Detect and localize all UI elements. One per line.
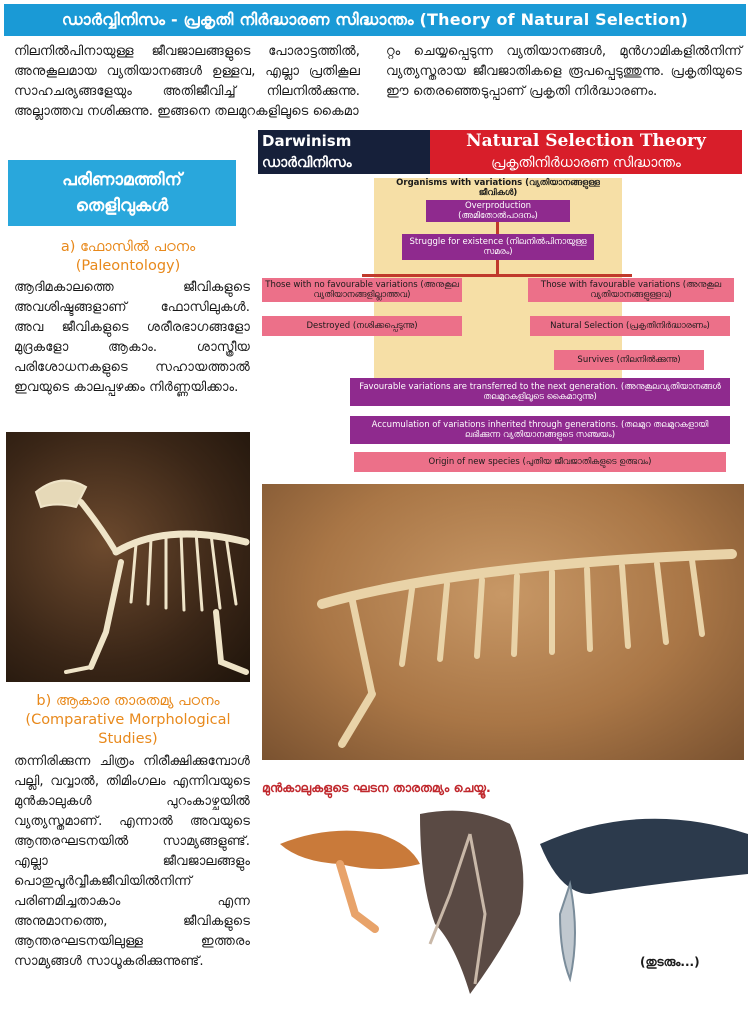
node-destroyed: Destroyed (നശിക്കപ്പെടുന്നു)	[262, 316, 462, 336]
forelimbs-graphic	[270, 804, 748, 1004]
node-struggle: Struggle for existence (നിലനിൽപിനായുള്ള സമരം)	[402, 234, 594, 260]
page-title-banner	[4, 4, 746, 36]
section-a-paragraph: ആദിമകാലത്തെ ജീവികളുടെ അവശിഷ്ടങ്ങളാണ് ഫോസിലുകൾ. അവ ജീവികളുടെ ശരീരഭാഗങ്ങളോ മുദ്രകളോ ആകാം. ശാസ്ത്രീയ പരിശോധനകളുടെ സഹായത്താൽ ഇവയുടെ കാലപ്പഴക്കം നിർണ്ണയിക്കാം.	[14, 280, 250, 395]
connector-1	[496, 222, 499, 234]
darwinism-english: Darwinism	[262, 132, 352, 150]
limbs-caption: മുൻകാലുകളുടെ ഘടന താരതമ്യം ചെയ്യൂ.	[262, 780, 491, 795]
evidence-heading-line1: പരിണാമത്തിന്	[62, 170, 182, 190]
section-a-heading	[8, 238, 248, 276]
dinosaur-fossil-image	[6, 432, 250, 682]
section-a-title: a) ഫോസിൽ പഠനം	[60, 239, 196, 255]
evidence-heading-line2: തെളിവുകൾ	[75, 196, 169, 216]
dinosaur-skeleton-graphic	[6, 432, 250, 682]
node-accumulation: Accumulation of variations inherited through generations. (തലമുറ തലമുറകളായി ലഭിക്കുന്ന വ്യതിയാനങ്ങളുടെ സഞ്ചയം)	[350, 416, 730, 444]
node-organisms: Organisms with variations (വ്യതിയാനങ്ങളുള്ള ജീവികൾ)	[396, 178, 600, 198]
section-b-subtitle: (Comparative Morphological Studies)	[25, 712, 231, 747]
node-no-favourable: Those with no favourable variations (അനുകൂല വ്യതിയാനങ്ങളില്ലാത്തവ)	[262, 278, 462, 302]
continued-note: (തുടരും...)	[640, 955, 700, 969]
node-overproduction: Overproduction (അമിതോൽപാദനം)	[426, 200, 570, 222]
flowchart-banner	[258, 130, 742, 174]
page-title: ഡാർവ്വിനിസം - പ്രകൃതി നിർദ്ധാരണ സിദ്ധാന്തം (Theory of Natural Selection)	[61, 10, 689, 29]
intro-left-text: നിലനിൽപിനായുള്ള ജീവജാലങ്ങളുടെ പോരാട്ടത്തിൽ, അനുകൂലമായ വ്യതിയാനങ്ങൾ ഉള്ളവ, എല്ലാ പ്രതികൂല സാഹചര്യങ്ങളേയും അതിജീവിച്ച് നിലനിൽക്കുന്നു. അല്ലാത്തവ നശിക്കുന്നു. ഇങ്ങനെ തലമുറകളിലൂടെ കൈമാ	[14, 44, 360, 119]
node-origin-species: Origin of new species (പുതിയ ജീവജാതികളുടെ ഉത്ഭവം)	[354, 452, 726, 472]
section-b-title: b) ആകാര താരതമ്യ പഠനം	[36, 693, 220, 709]
darwinism-malayalam: ഡാർവിനിസം	[262, 155, 352, 171]
natural-selection-flowchart	[258, 130, 742, 475]
node-natural-selection: Natural Selection (പ്രകൃതിനിർദ്ധാരണം)	[530, 316, 730, 336]
section-b-paragraph: തന്നിരിക്കുന്ന ചിത്രം നിരീക്ഷിക്കുമ്പോൾ പല്ലി, വവ്വാൽ, തിമിംഗലം എന്നിവയുടെ മുൻകാലുകൾ പുറംകാഴ്ചയിൽ വ്യത്യസ്തമാണ്. എന്നാൽ അവയുടെ ആന്തരഘടനയിൽ സാമ്യങ്ങളുണ്ട്. എല്ലാ ജീവജാലങ്ങളും പൊതുപൂർവ്വീകജീവിയിൽനിന്ന് പരിണമിച്ചതാകാം എന്ന അനുമാനത്തെ, ജീവികളുടെ ആന്തരഘടനയിലുള്ള ഇത്തരം സാമ്യങ്ങൾ സാധൂകരിക്കുന്നുണ്ട്.	[14, 754, 250, 969]
node-favourable: Those with favourable variations (അനുകൂല വ്യതിയാനങ്ങളുള്ളവ)	[528, 278, 734, 302]
section-b-heading	[8, 692, 248, 749]
fossil-in-sand-image	[262, 484, 744, 760]
intro-right-text: റ്റം ചെയ്യപ്പെടുന്ന വ്യതിയാനങ്ങൾ, മുൻഗാമികളിൽനിന്ന് വ്യത്യസ്തരായ ജീവജാതികളെ രൂപപ്പെടുത്തുന്നു. പ്രകൃതിയുടെ ഈ തെരഞ്ഞെടുപ്പാണ് പ്രകൃതി നിർദ്ധാരണം.	[386, 44, 742, 99]
theory-malayalam: പ്രകൃതിനിർധാരണ സിദ്ധാന്തം	[430, 152, 742, 174]
evidence-heading-box	[8, 160, 236, 226]
node-survives: Survives (നിലനിൽക്കുന്നു)	[554, 350, 704, 370]
node-transfer: Favourable variations are transferred to the next generation. (അനുകൂലവ്യതിയാനങ്ങൾ തലമുറകളിലൂടെ കൈമാറുന്നു)	[350, 378, 730, 406]
connector-split	[362, 274, 632, 277]
theory-english: Natural Selection Theory	[430, 130, 742, 152]
section-a-subtitle: (Paleontology)	[75, 258, 181, 274]
forelimbs-comparison-image	[270, 804, 748, 1004]
fossil-ribcage-graphic	[262, 484, 744, 760]
